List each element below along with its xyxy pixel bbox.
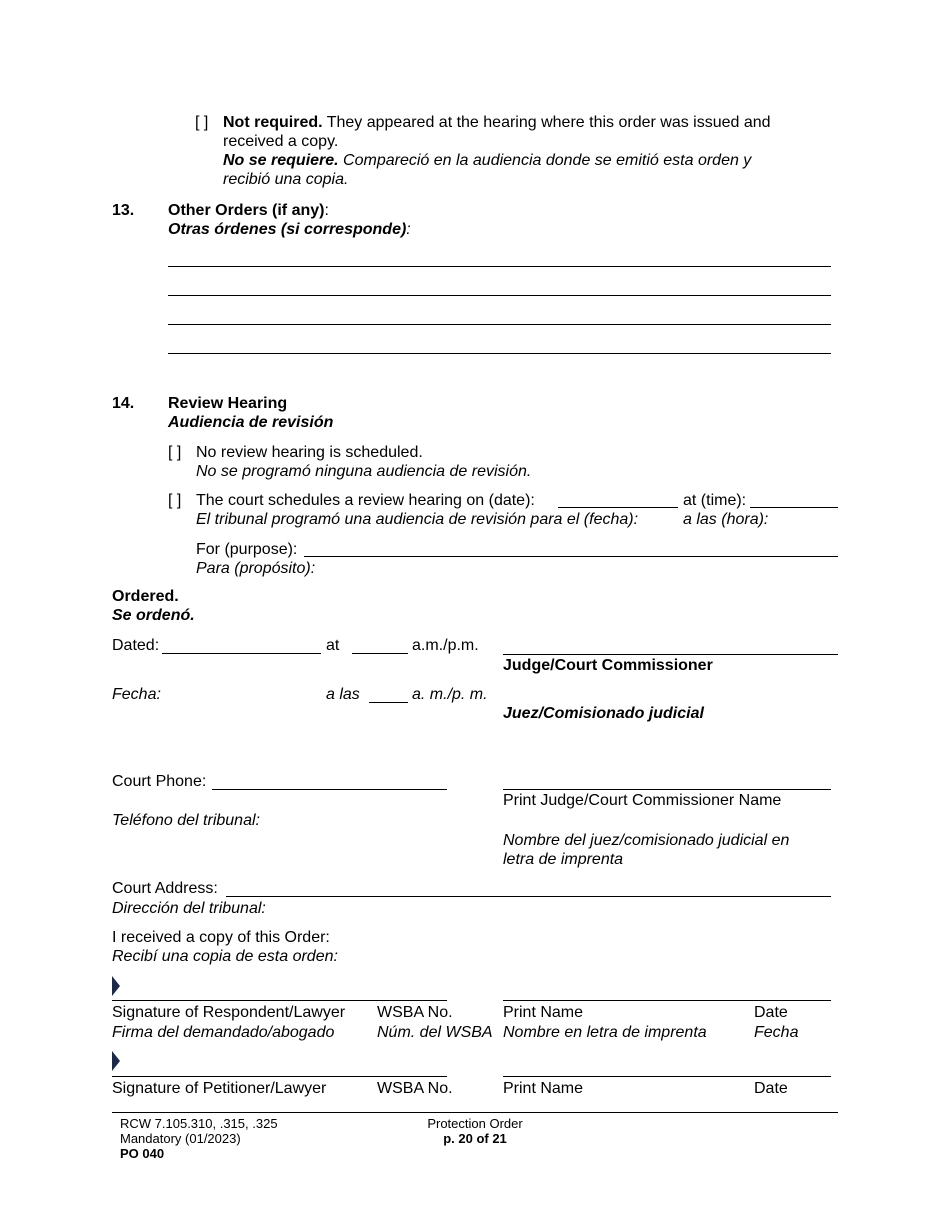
alas-label: a las — [326, 686, 360, 703]
not-required-line1: They appeared at the hearing where this order was issued and — [322, 114, 771, 131]
received-copy — [112, 928, 338, 966]
respondent-date-label: Date — [754, 1004, 788, 1021]
other-orders-line-2[interactable] — [168, 295, 831, 296]
review-scheduled-checkbox[interactable]: [ ] — [168, 492, 182, 509]
no-review-es: No se programó ninguna audiencia de revisión. — [196, 463, 532, 480]
not-required-es-line2: recibió una copia. — [223, 171, 349, 188]
respondent-print-name-label: Print Name — [503, 1004, 584, 1021]
item13-title: Other Orders (if any) — [168, 202, 325, 219]
no-review-option — [196, 443, 531, 481]
review-time-es: a las (hora): — [683, 511, 769, 528]
dated-field[interactable] — [162, 653, 321, 654]
not-required-checkbox[interactable]: [ ] — [195, 114, 209, 131]
item13-title-colon: : — [324, 202, 329, 219]
ampm-label: a.m./p.m. — [412, 637, 479, 654]
footer-left — [120, 1116, 278, 1161]
footer-form-title: Protection Order — [427, 1116, 523, 1131]
ordered-title: Ordered. — [112, 588, 179, 605]
court-phone-field[interactable] — [212, 789, 447, 790]
footer-page: p. 20 of 21 — [443, 1131, 507, 1146]
not-required-line2: received a copy. — [223, 133, 339, 150]
purpose-es: Para (propósito): — [196, 560, 316, 577]
item13-number: 13. — [112, 202, 135, 219]
signature-arrow-icon — [112, 976, 120, 996]
received-copy-es: Recibí una copia de esta orden: — [112, 948, 338, 965]
petitioner-print-name-label: Print Name — [503, 1080, 584, 1097]
time-field-es[interactable] — [369, 702, 408, 703]
footer-center — [400, 1116, 550, 1146]
item14-heading — [168, 394, 333, 432]
review-date-label: The court schedules a review hearing on (date): — [196, 492, 535, 509]
received-copy-text: I received a copy of this Order: — [112, 929, 330, 946]
petitioner-signature-label: Signature of Petitioner/Lawyer — [112, 1080, 327, 1097]
footer-form-number: PO 040 — [120, 1146, 165, 1161]
footer-mandatory: Mandatory (01/2023) — [120, 1131, 241, 1146]
at-label: at — [326, 637, 340, 654]
court-address-label: Court Address: — [112, 880, 218, 897]
review-time-label: at (time): — [683, 492, 747, 509]
other-orders-line-4[interactable] — [168, 353, 831, 354]
not-required-heading: Not required. — [223, 114, 323, 131]
item13-es-title: Otras órdenes (si corresponde) — [168, 221, 407, 238]
court-phone-es: Teléfono del tribunal: — [112, 812, 260, 829]
petitioner-print-name-line[interactable] — [503, 1076, 831, 1077]
respondent-signature-es: Firma del demandado/abogado — [112, 1024, 335, 1041]
ordered-heading — [112, 587, 195, 625]
time-field[interactable] — [352, 653, 408, 654]
respondent-wsba-label: WSBA No. — [377, 1004, 453, 1021]
review-time-field[interactable] — [750, 507, 838, 508]
print-judge-name-es-line2: letra de imprenta — [503, 851, 624, 868]
item13-es-title-colon: : — [406, 221, 411, 238]
petitioner-wsba-label: WSBA No. — [377, 1080, 453, 1097]
court-phone-label: Court Phone: — [112, 773, 207, 790]
petitioner-signature-line[interactable] — [112, 1076, 447, 1077]
purpose-label: For (purpose): — [196, 541, 298, 558]
footer-rcw: RCW 7.105.310, .315, .325 — [120, 1116, 278, 1131]
other-orders-line-1[interactable] — [168, 266, 831, 267]
not-required-es-heading: No se requiere. — [223, 152, 339, 169]
print-judge-name-label: Print Judge/Court Commissioner Name — [503, 792, 782, 809]
print-judge-name-es-line1: Nombre del juez/comisionado judicial en — [503, 832, 790, 849]
respondent-wsba-es: Núm. del WSBA — [377, 1024, 493, 1041]
print-judge-name-line[interactable] — [503, 789, 831, 790]
item13-heading — [168, 201, 411, 239]
respondent-date-es: Fecha — [754, 1024, 799, 1041]
fecha-label: Fecha: — [112, 686, 161, 703]
judge-label: Judge/Court Commissioner — [503, 657, 713, 674]
no-review-checkbox[interactable]: [ ] — [168, 444, 182, 461]
ordered-es-title: Se ordenó. — [112, 607, 195, 624]
ampm-es-label: a. m./p. m. — [412, 686, 488, 703]
petitioner-date-label: Date — [754, 1080, 788, 1097]
respondent-signature-label: Signature of Respondent/Lawyer — [112, 1004, 346, 1021]
not-required-es-line1: Compareció en la audiencia donde se emitió esta orden y — [338, 152, 752, 169]
court-address-field[interactable] — [226, 896, 831, 897]
not-required-text — [223, 113, 843, 189]
item14-es-title: Audiencia de revisión — [168, 414, 334, 431]
print-judge-name-es — [503, 831, 789, 869]
court-address-es: Dirección del tribunal: — [112, 900, 266, 917]
footer-rule — [112, 1112, 838, 1113]
other-orders-line-3[interactable] — [168, 324, 831, 325]
respondent-print-name-es: Nombre en letra de imprenta — [503, 1024, 707, 1041]
signature-arrow-icon — [112, 1051, 120, 1071]
item14-number: 14. — [112, 395, 135, 412]
review-date-es: El tribunal programó una audiencia de revisión para el (fecha): — [196, 511, 639, 528]
dated-label: Dated: — [112, 637, 160, 654]
purpose-field[interactable] — [304, 556, 838, 557]
item14-title: Review Hearing — [168, 395, 288, 412]
no-review-text: No review hearing is scheduled. — [196, 444, 423, 461]
review-date-field[interactable] — [558, 507, 678, 508]
judge-signature-line[interactable] — [503, 654, 838, 655]
judge-es-label: Juez/Comisionado judicial — [503, 705, 704, 722]
respondent-print-name-line[interactable] — [503, 1000, 831, 1001]
respondent-signature-line[interactable] — [112, 1000, 447, 1001]
